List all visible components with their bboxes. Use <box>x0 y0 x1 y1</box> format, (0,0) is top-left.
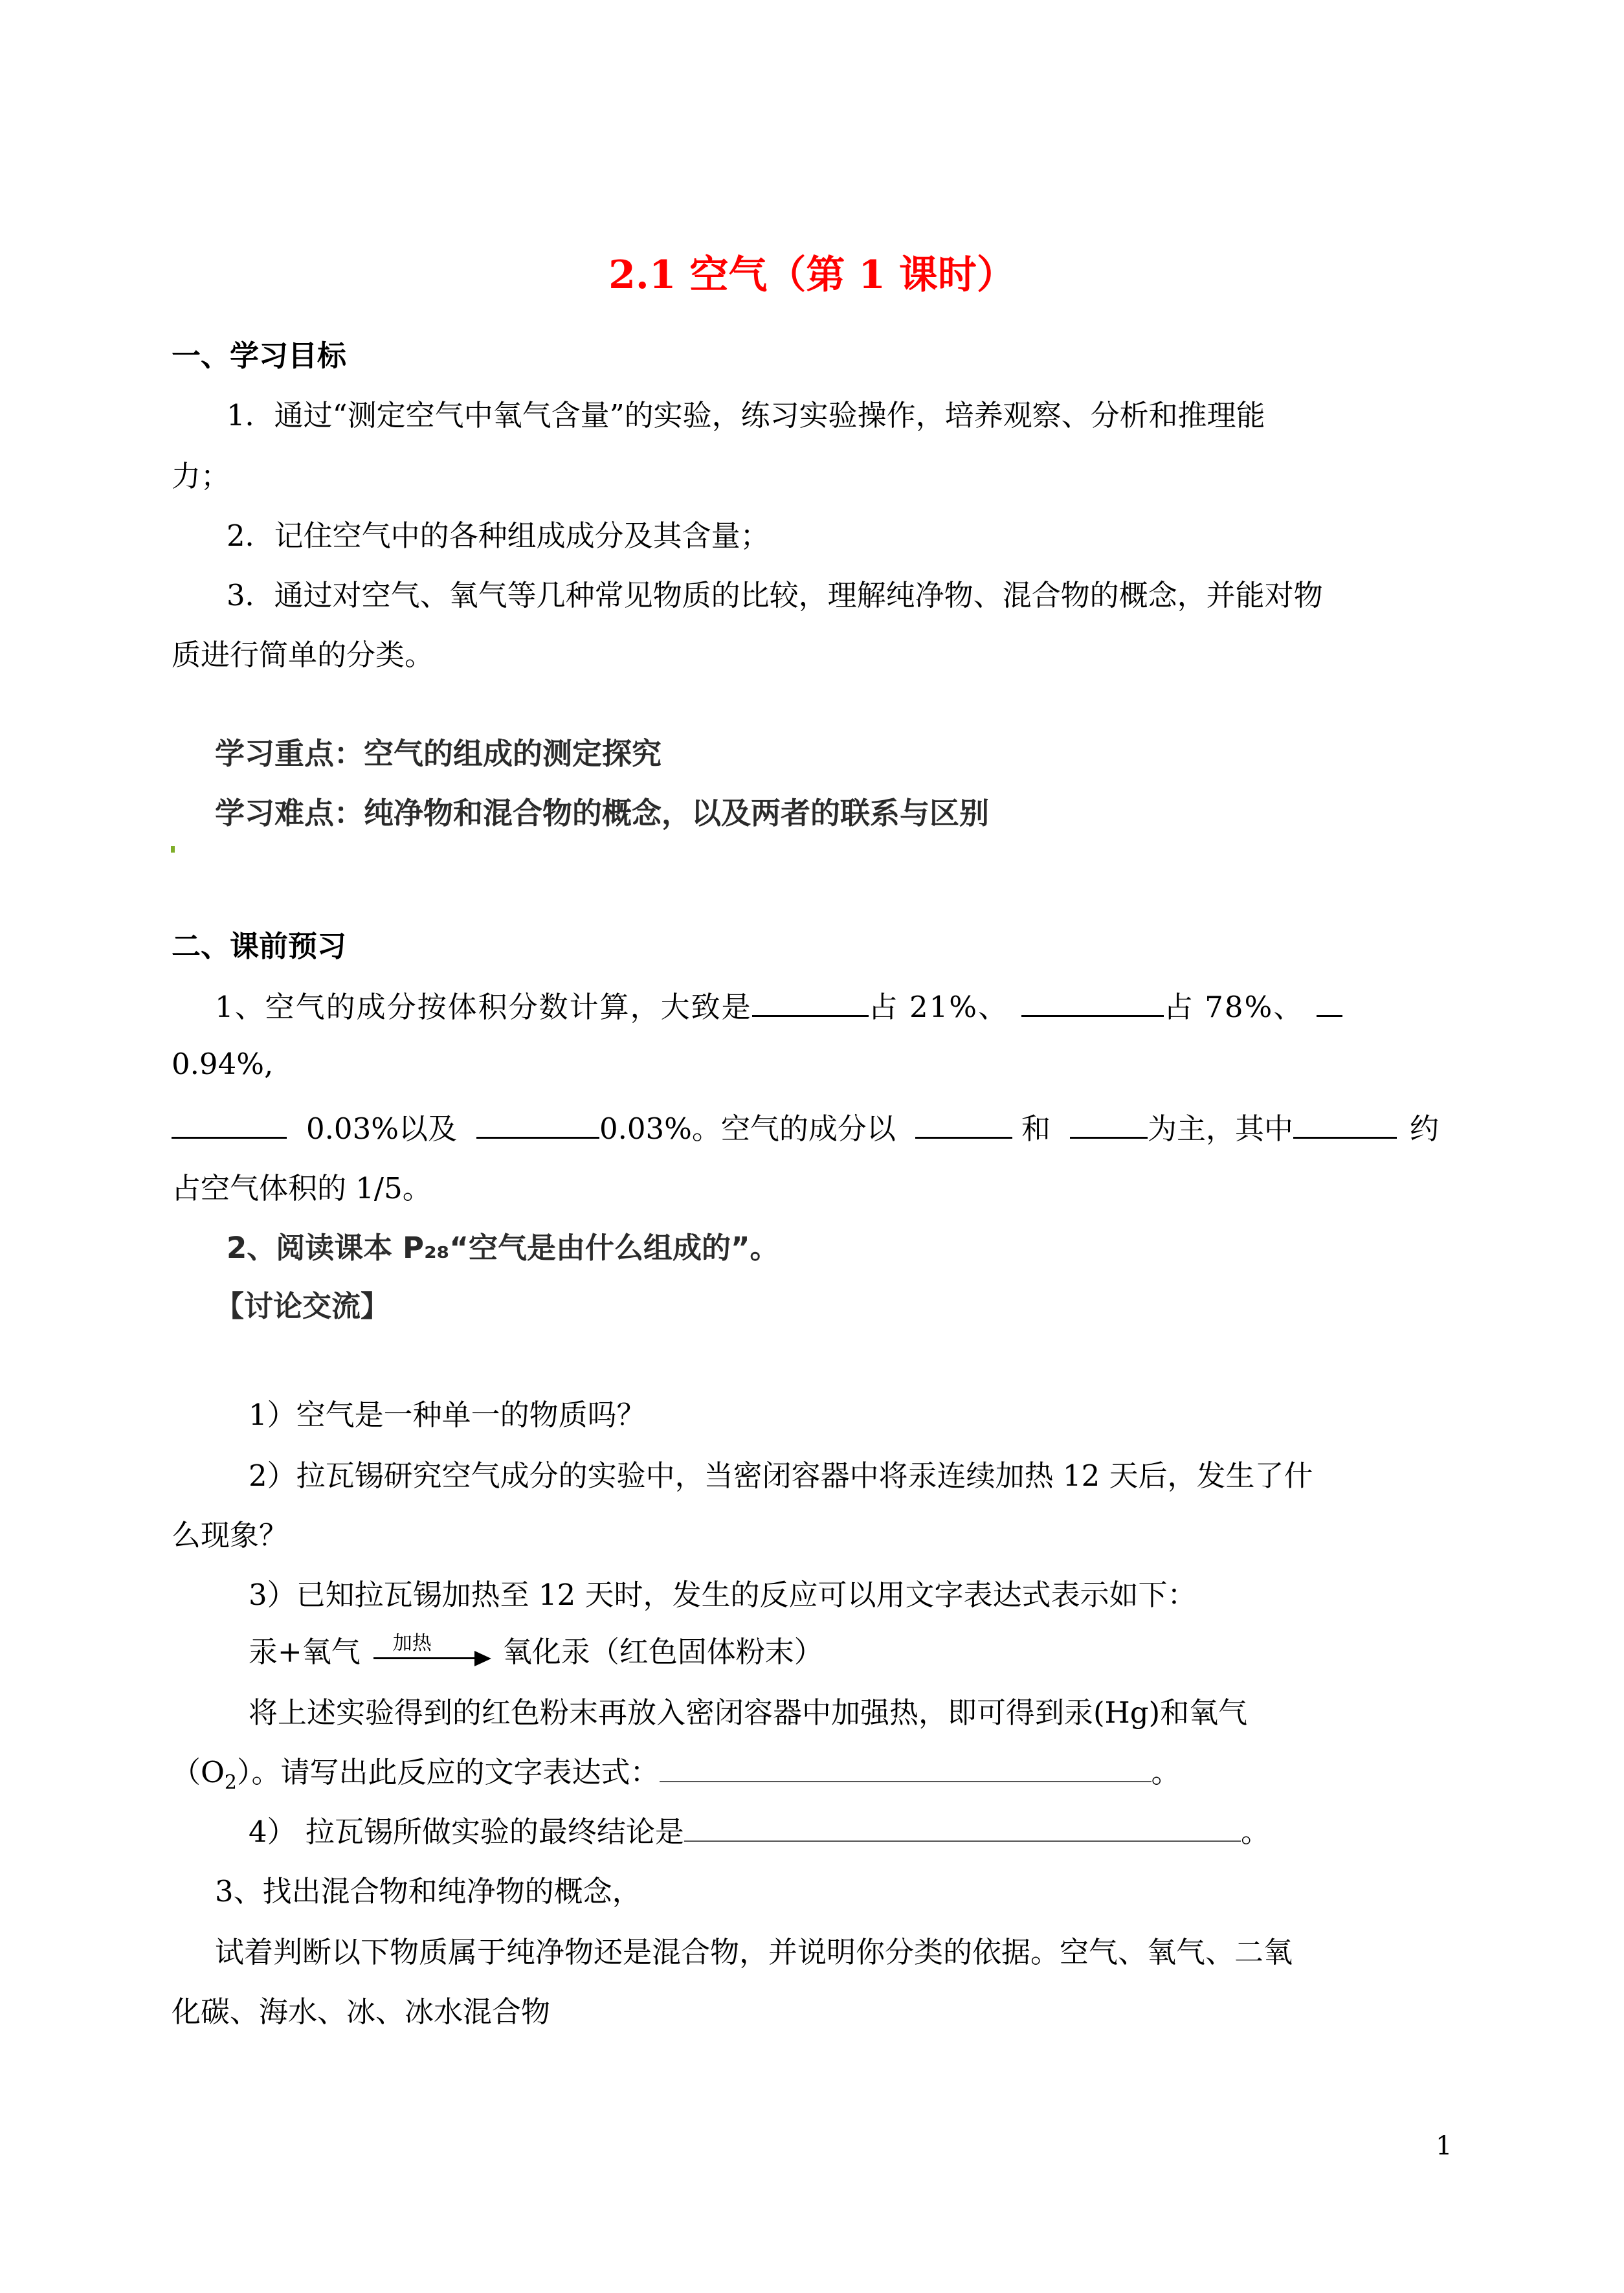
section1-heading: 一、学习目标 <box>172 339 347 373</box>
q1-text-g: 和 <box>1021 1112 1051 1146</box>
question1-line3 <box>172 1108 1439 1148</box>
conclusion-answer-blank[interactable] <box>684 1815 1241 1842</box>
q4-period: 。 <box>1240 1815 1270 1849</box>
o2-suffix: ）。请写出此反应的文字表达式： <box>237 1755 660 1789</box>
discussion-q2-line2: 么现象？ <box>172 1518 289 1552</box>
q1-blank-fifth[interactable] <box>1293 1108 1397 1139</box>
question3: 3、找出混合物和纯净物的概念， <box>215 1874 641 1908</box>
page-title: 2.1 空气（第 1 课时） <box>608 252 1016 298</box>
q1-blank-nitrogen[interactable] <box>1021 987 1164 1017</box>
section2-heading: 二、课前预习 <box>172 929 347 963</box>
q1-text-c: 占 78%、 <box>1163 990 1304 1024</box>
o2-subscript: 2 <box>224 1771 237 1794</box>
q1-text-e: 0.03%以及 <box>306 1112 457 1146</box>
q1-blank-main2[interactable] <box>1070 1108 1148 1139</box>
goal3-line2: 质进行简单的分类。 <box>172 638 434 672</box>
q1-text-i: 约 <box>1409 1112 1439 1146</box>
q1-text-h: 为主，其中 <box>1147 1112 1293 1146</box>
q1-text-d: 0.94%, <box>172 1047 274 1081</box>
equation-products: 氧化汞（红色固体粉末） <box>502 1635 823 1669</box>
goal1-line1: 1．通过“测定空气中氧气含量”的实验，练习实验操作，培养观察、分析和推理能 <box>227 398 1265 432</box>
goal2: 2．记住空气中的各种组成成分及其含量； <box>227 519 770 553</box>
o2-prefix: （O <box>172 1755 225 1789</box>
key-point: 学习重点：空气的组成的测定探究 <box>215 736 662 771</box>
word-equation <box>249 1633 823 1674</box>
question1-line1 <box>215 987 1342 1027</box>
q4-text: 4） 拉瓦锡所做实验的最终结论是 <box>249 1815 684 1849</box>
discussion-q1: 1）空气是一种单一的物质吗？ <box>249 1398 646 1432</box>
q1-text-f: 0.03%。空气的成分以 <box>599 1112 896 1146</box>
q1-blank-oxygen[interactable] <box>752 987 869 1017</box>
goal3-line1: 3．通过对空气、氧气等几种常见物质的比较，理解纯净物、混合物的概念，并能对物 <box>227 578 1323 612</box>
goal1-line2: 力； <box>172 459 230 493</box>
discussion-q3: 3）已知拉瓦锡加热至 12 天时，发生的反应可以用文字表达式表示如下： <box>249 1578 1197 1612</box>
question3-more-line2: 化碳、海水、冰、冰水混合物 <box>172 1995 551 2029</box>
equation-reactants: 汞+氧气 <box>249 1635 361 1669</box>
page-number: 1 <box>1436 2131 1452 2161</box>
reaction-arrow-icon <box>373 1631 490 1674</box>
question2: 2、阅读课本 P₂₈“空气是由什么组成的”。 <box>227 1231 779 1265</box>
stray-mark <box>171 846 175 853</box>
discussion-q4 <box>249 1813 1270 1851</box>
q1-blank-co2[interactable] <box>172 1108 287 1139</box>
difficult-point: 学习难点：纯净物和混合物的概念，以及两者的联系与区别 <box>215 796 989 831</box>
discussion-q3-more-line2 <box>172 1753 1181 1802</box>
equation-condition: 加热 <box>392 1631 432 1655</box>
q1-blank-other[interactable] <box>476 1108 599 1139</box>
q1-blank-noble-gas[interactable] <box>1317 987 1342 1017</box>
line-end-period: 。 <box>1151 1755 1181 1789</box>
decomposition-answer-blank[interactable] <box>660 1755 1151 1782</box>
q1-text-b: 占 21%、 <box>868 990 1008 1024</box>
discussion-q2-line1: 2）拉瓦锡研究空气成分的实验中，当密闭容器中将汞连续加热 12 天后，发生了什 <box>249 1459 1313 1493</box>
discussion-q3-more-line1: 将上述实验得到的红色粉末再放入密闭容器中加强热，即可得到汞(Hg)和氧气 <box>249 1695 1248 1730</box>
q1-blank-main1[interactable] <box>915 1108 1012 1139</box>
q1-text-j: 占空气体积的 1/5。 <box>172 1171 432 1205</box>
q1-text-a: 1、空气的成分按体积分数计算，大致是 <box>215 990 752 1024</box>
question3-more-line1: 试着判断以下物质属于纯净物还是混合物，并说明你分类的依据。空气、氧气、二氧 <box>215 1935 1293 1969</box>
discussion-heading: 【讨论交流】 <box>215 1289 390 1323</box>
